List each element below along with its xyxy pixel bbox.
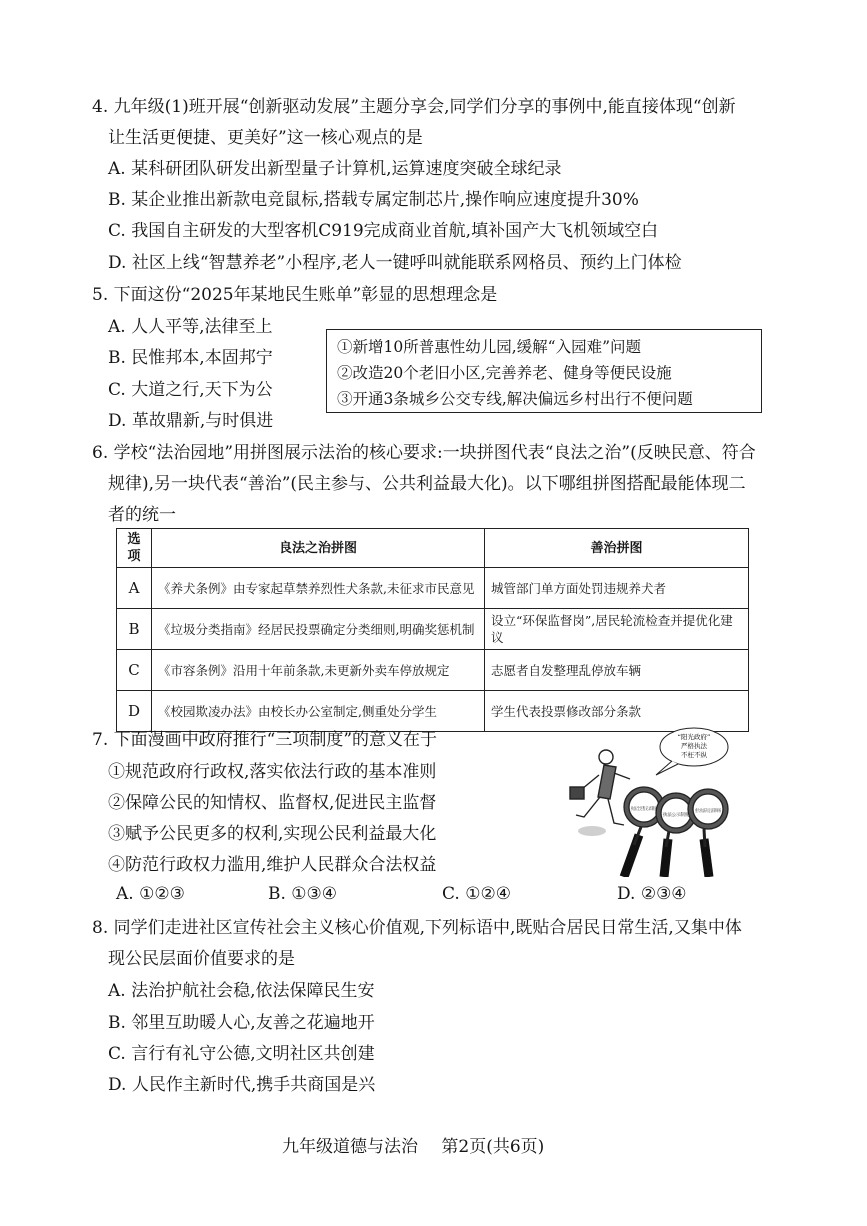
q5-option-b: B. 民惟邦本,本固邦宁 xyxy=(108,348,273,368)
table-cell-law: 《市容条例》沿用十年前条款,未更新外卖车停放规定 xyxy=(152,650,485,691)
table-cell-governance: 学生代表投票修改部分条款 xyxy=(485,691,749,732)
table-cell-option: B xyxy=(117,609,152,650)
table-row xyxy=(117,568,749,609)
q4-stem-line2: 让生活更便捷、更美好”这一核心观点的是 xyxy=(108,128,423,148)
table-cell-governance: 设立“环保监督岗”,居民轮流检查并提优化建议 xyxy=(485,609,749,650)
q8-stem-line2: 现公民层面价值要求的是 xyxy=(108,949,295,969)
q8-option-a: A. 法治护航社会稳,依法保障民生安 xyxy=(108,981,375,1001)
table-cell-law: 《校园欺凌办法》由校长办公室制定,侧重处分学生 xyxy=(152,691,485,732)
q5-option-a: A. 人人平等,法律至上 xyxy=(108,317,273,337)
q5-option-d: D. 革故鼎新,与时俱进 xyxy=(108,411,274,431)
footer-page-number: 第2页(共6页) xyxy=(441,1137,545,1157)
bubble-line-1: “阳光政府” xyxy=(677,733,711,741)
q4-option-c: C. 我国自主研发的大型客机C919完成商业首航,填补国产大飞机领域空白 xyxy=(108,221,659,241)
q4-option-a: A. 某科研团队研发出新型量子计算机,运算速度突破全球纪录 xyxy=(108,159,562,179)
table-header-row xyxy=(117,529,749,568)
page-footer xyxy=(282,1132,562,1157)
footer-subject: 九年级道德与法治 xyxy=(282,1137,418,1157)
table-cell-law: 《养犬条例》由专家起草禁养烈性犬条款,未征求市民意见 xyxy=(152,568,485,609)
table-row xyxy=(117,691,749,732)
q8-option-d: D. 人民作主新时代,携手共商国是兴 xyxy=(108,1075,376,1095)
q4-stem-line1: 4. 九年级(1)班开展“创新驱动发展”主题分享会,同学们分享的事例中,能直接体现“创新 xyxy=(92,97,736,117)
q5-box-item-3: ③开通3条城乡公交专线,解决偏远乡村出行不便问题 xyxy=(337,390,693,408)
q5-box-item-1: ①新增10所普惠性幼儿园,缓解“入园难”问题 xyxy=(337,338,641,356)
official-figure xyxy=(570,750,630,836)
q5-stem: 5. 下面这份“2025年某地民生账单”彰显的思想理念是 xyxy=(92,285,498,305)
q7-answer-c: C. ①②④ xyxy=(442,884,511,904)
table-cell-option: D xyxy=(117,691,152,732)
q7-item-1: ①规范政府行政权,落实依法行政的基本准则 xyxy=(108,762,437,782)
speech-bubble xyxy=(656,728,728,775)
bubble-line-3: 不枉不纵 xyxy=(681,751,707,759)
q6-stem-line2: 规律),另一块代表“善治”(民主参与、公共利益最大化)。以下哪组拼图搭配最能体现二 xyxy=(108,474,746,494)
table-header-option: 选项 xyxy=(117,529,152,568)
table-cell-governance: 志愿者自发整理乱停放车辆 xyxy=(485,650,749,691)
q8-stem-line1: 8. 同学们走进社区宣传社会主义核心价值观,下列标语中,既贴合居民日常生活,又集中体 xyxy=(92,918,742,938)
q8-option-b: B. 邻里互助暖人心,友善之花遍地开 xyxy=(108,1013,375,1033)
table-cell-option: C xyxy=(117,650,152,691)
q5-option-c: C. 大道之行,天下为公 xyxy=(108,380,273,400)
table-header-law: 良法之治拼图 xyxy=(152,529,485,568)
q7-item-2: ②保障公民的知情权、监督权,促进民主监督 xyxy=(108,793,437,813)
q5-livelihood-bill-box xyxy=(326,329,762,413)
magnifier-label-2: 执法公示制度 xyxy=(663,813,690,818)
q4-option-d: D. 社区上线“智慧养老”小程序,老人一键呼叫就能联系网格员、预约上门体检 xyxy=(108,253,682,273)
q7-sunshine-government-cartoon xyxy=(544,727,754,877)
q5-box-item-2: ②改造20个老旧小区,完善养老、健身等便民设施 xyxy=(337,364,672,382)
q7-item-4: ④防范行政权力滥用,维护人民群众合法权益 xyxy=(108,855,437,875)
q7-stem: 7. 下面漫画中政府推行“三项制度”的意义在于 xyxy=(92,730,438,750)
magnifier-hands xyxy=(624,787,740,877)
q6-stem-line1: 6. 学校“法治园地”用拼图展示法治的核心要求:一块拼图代表“良法之治”(反映民意、符合 xyxy=(92,443,756,463)
q8-option-c: C. 言行有礼守公德,文明社区共创建 xyxy=(108,1044,375,1064)
table-cell-governance: 城管部门单方面处罚违规养犬者 xyxy=(485,568,749,609)
bubble-line-2: 严格执法 xyxy=(681,742,707,750)
q7-answer-d: D. ②③④ xyxy=(617,884,687,904)
q7-item-3: ③赋予公民更多的权利,实现公民利益最大化 xyxy=(108,824,437,844)
table-cell-law: 《垃圾分类指南》经居民投票确定分类细则,明确奖惩机制 xyxy=(152,609,485,650)
magnifier-label-3: 重大执法决定法制审核 xyxy=(695,809,740,814)
q4-option-b: B. 某企业推出新款电竞鼠标,搭载专属定制芯片,操作响应速度提升30% xyxy=(108,190,639,210)
magnifier-label-1: 执法全过程记录制度 xyxy=(631,807,672,812)
table-row xyxy=(117,650,749,691)
q6-stem-line3: 者的统一 xyxy=(108,505,176,525)
q7-answer-a: A. ①②③ xyxy=(116,884,185,904)
table-row xyxy=(117,609,749,650)
q7-answer-b: B. ①③④ xyxy=(268,884,338,904)
q6-puzzle-table xyxy=(116,528,749,732)
table-cell-option: A xyxy=(117,568,152,609)
table-header-governance: 善治拼图 xyxy=(485,529,749,568)
